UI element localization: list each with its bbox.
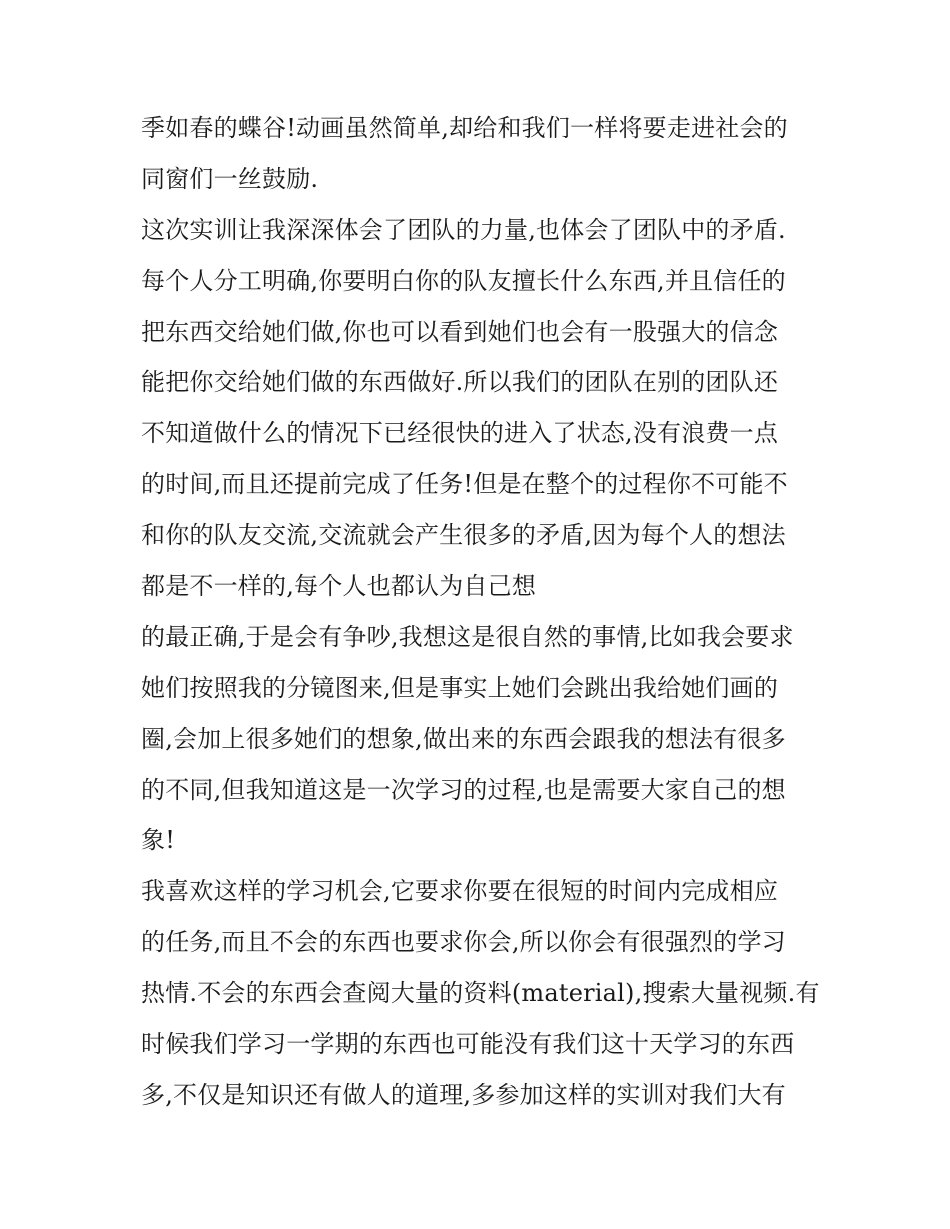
text-line: 不知道做什么的情况下已经很快的进入了状态,没有浪费一点: [141, 419, 779, 448]
text-line: 热情.不会的东西会查阅大量的资料(material),搜索大量视频.有: [141, 979, 820, 1008]
text-line: 圈,会加上很多她们的想象,做出来的东西会跟我的想法有很多: [141, 724, 786, 753]
text-line: 季如春的蝶谷!动画虽然简单,却给和我们一样将要走进社会的: [141, 114, 788, 142]
text-line: 的不同,但我知道这是一次学习的过程,也是需要大家自己的想: [141, 775, 786, 804]
text-line: 能把你交给她们做的东西做好.所以我们的团队在别的团队还: [141, 368, 779, 397]
text-line: 象!: [141, 826, 176, 855]
body-text: [141, 103, 831, 1121]
text-line: 时候我们学习一学期的东西也可能没有我们这十天学习的东西: [141, 1030, 795, 1059]
text-line: 都是不一样的,每个人也都认为自己想: [141, 572, 537, 601]
text-line: 把东西交给她们做,你也可以看到她们也会有一股强大的信念: [141, 317, 779, 346]
text-line: 和你的队友交流,交流就会产生很多的矛盾,因为每个人的想法: [141, 521, 786, 550]
text-line: 的最正确,于是会有争吵,我想这是很自然的事情,比如我会要求: [141, 622, 794, 651]
text-line: 每个人分工明确,你要明白你的队友擅长什么东西,并且信任的: [141, 266, 786, 295]
text-line: 同窗们一丝鼓励.: [141, 164, 319, 193]
text-line: 她们按照我的分镜图来,但是事实上她们会跳出我给她们画的: [141, 673, 779, 702]
text-line: 多,不仅是知识还有做人的道理,多参加这样的实训对我们大有: [141, 1080, 786, 1109]
text-line: 的时间,而且还提前完成了任务!但是在整个的过程你不可能不: [141, 470, 788, 499]
text-line: 这次实训让我深深体会了团队的力量,也体会了团队中的矛盾.: [141, 215, 786, 244]
text-line: 我喜欢这样的学习机会,它要求你要在很短的时间内完成相应: [141, 877, 779, 906]
text-line: 的任务,而且不会的东西也要求你会,所以你会有很强烈的学习: [141, 928, 786, 957]
